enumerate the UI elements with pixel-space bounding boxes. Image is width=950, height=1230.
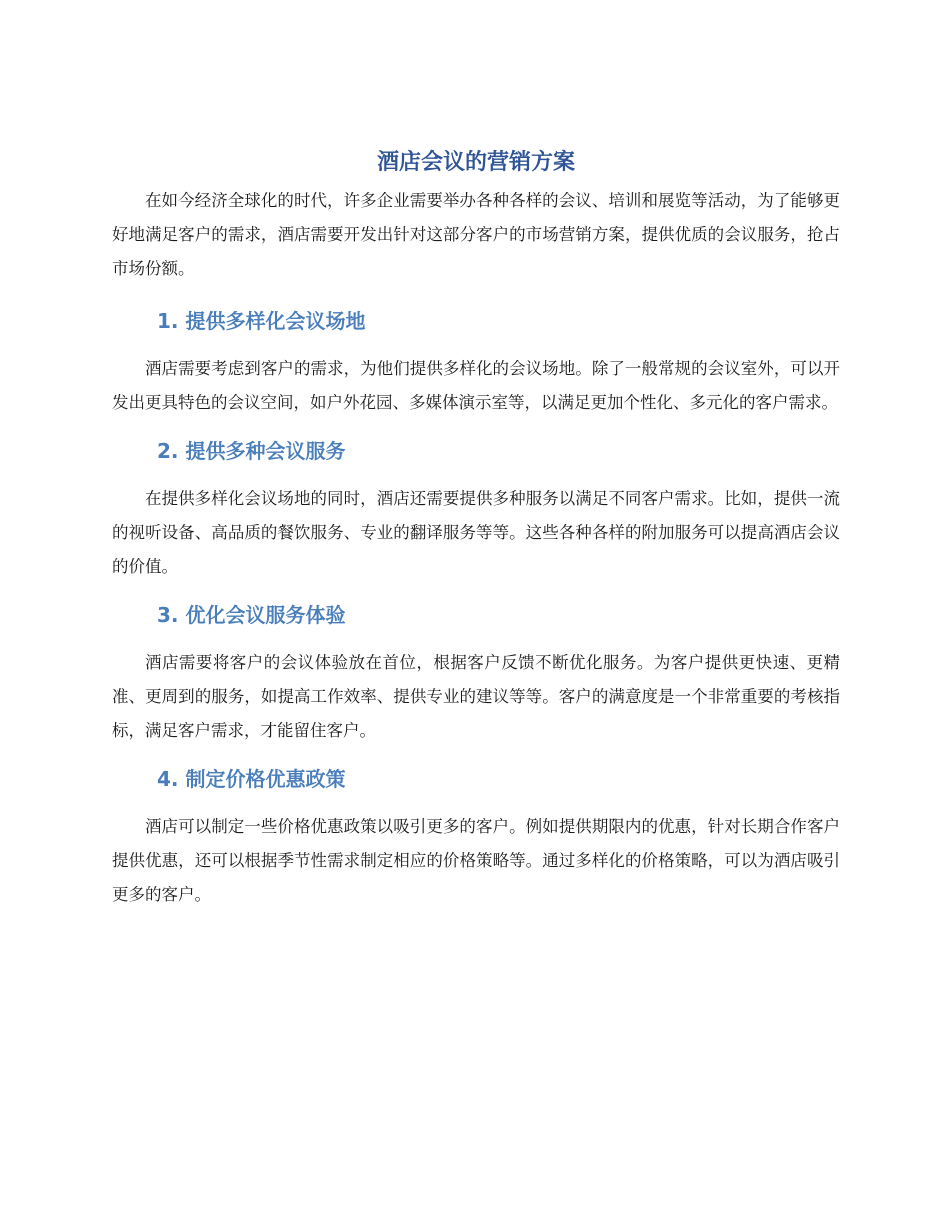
section-heading-1: 1. 提供多样化会议场地 (157, 309, 366, 333)
section-body-3: 酒店需要将客户的会议体验放在首位，根据客户反馈不断优化服务。为客户提供更快速、更精准、更周到的服务，如提高工作效率、提供专业的建议等等。客户的满意度是一个非常重要的考核指标，满足客户需求，才能留住客户。 (112, 653, 840, 740)
section-heading-4: 4. 制定价格优惠政策 (157, 767, 346, 791)
document-content (112, 146, 840, 912)
section-body-2: 在提供多样化会议场地的同时，酒店还需要提供多种服务以满足不同客户需求。比如，提供一流的视听设备、高品质的餐饮服务、专业的翻译服务等等。这些各种各样的附加服务可以提高酒店会议的价值。 (112, 489, 840, 576)
document-title: 酒店会议的营销方案 (376, 150, 575, 175)
intro-paragraph: 在如今经济全球化的时代，许多企业需要举办各种各样的会议、培训和展览等活动，为了能够更好地满足客户的需求，酒店需要开发出针对这部分客户的市场营销方案，提供优质的会议服务，抢占市场份额。 (112, 191, 840, 278)
section-body-4: 酒店可以制定一些价格优惠政策以吸引更多的客户。例如提供期限内的优惠，针对长期合作客户提供优惠，还可以根据季节性需求制定相应的价格策略等。通过多样化的价格策略，可以为酒店吸引更多的客户。 (112, 817, 840, 904)
section-heading-2: 2. 提供多种会议服务 (157, 439, 346, 463)
section-body-1: 酒店需要考虑到客户的需求，为他们提供多样化的会议场地。除了一般常规的会议室外，可以开发出更具特色的会议空间，如户外花园、多媒体演示室等，以满足更加个性化、多元化的客户需求。 (112, 359, 840, 412)
section-heading-3: 3. 优化会议服务体验 (157, 603, 346, 627)
